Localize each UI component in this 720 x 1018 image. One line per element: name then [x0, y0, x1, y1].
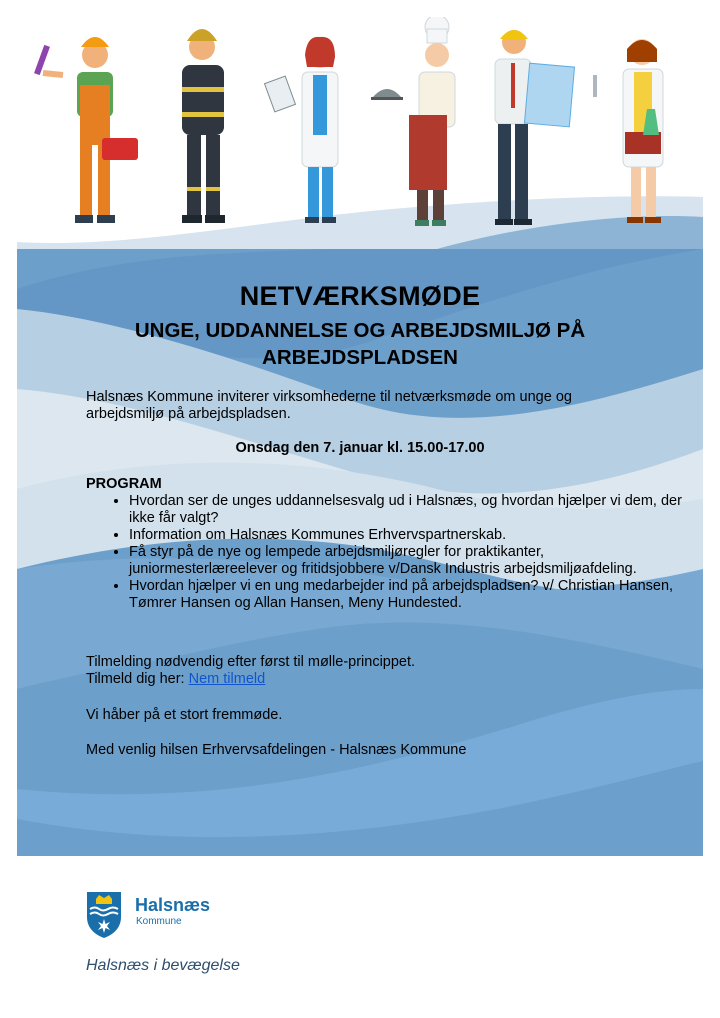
firefighter-figure: [182, 29, 225, 223]
content-panel: [17, 249, 703, 856]
program-item: • Hvordan ser de unges uddannelsesvalg ud i Halsnæs, og hvordan hjælper vi dem, der ikke får valgt?: [129, 493, 689, 527]
engineer-figure: [495, 30, 575, 225]
halsnaes-crest-icon: [86, 891, 122, 944]
program-heading: PROGRAM: [86, 476, 162, 492]
chef-figure: [371, 17, 455, 226]
page-subtitle: UNGE, UDDANNELSE OG ARBEJDSMILJØ PÅ ARBEJDSPLADSEN: [134, 319, 586, 369]
header-illustration: [17, 17, 703, 249]
page-title: NETVÆRKSMØDE: [239, 281, 481, 311]
scientist-figure: [593, 39, 663, 223]
program-item: • Få styr på de nye og lempede arbejdsmiljøregler for praktikanter, juniormesterlæreelever og fritidsjobbere v/Dansk Industris arbejdsmiljøafdeling.: [129, 544, 689, 578]
program-item: • Hvordan hjælper vi en ung medarbejder ind på arbejdspladsen? v/ Christian Hansen, Tømrer Hansen og Allan Hansen, Meny Hundested.: [129, 578, 689, 612]
logo-name: Halsnæs: [135, 895, 211, 915]
intro-text: Halsnæs Kommune inviterer virksomhederne til netværksmøde om unge og arbejdsmiljø på arbejdspladsen.: [86, 389, 572, 422]
logo-subtitle: Kommune: [136, 916, 182, 927]
construction-worker-figure: [34, 37, 138, 223]
program-item: • Information om Halsnæs Kommunes Erhvervspartnerskab.: [129, 527, 689, 544]
doctor-figure: [265, 37, 338, 223]
signup-link[interactable]: Nem tilmeld: [188, 671, 266, 687]
signup-line: [86, 671, 265, 688]
signup-prefix: Tilmeld dig her:: [86, 671, 185, 687]
closing-hope: Vi håber på et stort fremmøde.: [86, 707, 283, 723]
closing-regards: Med venlig hilsen Erhvervsafdelingen - Halsnæs Kommune: [86, 742, 467, 758]
tagline: Halsnæs i bevægelse: [86, 957, 240, 974]
event-date: Onsdag den 7. januar kl. 15.00-17.00: [235, 440, 485, 456]
program-list: [86, 493, 689, 612]
signup-note: Tilmelding nødvendig efter først til mølle-princippet.: [86, 654, 416, 670]
